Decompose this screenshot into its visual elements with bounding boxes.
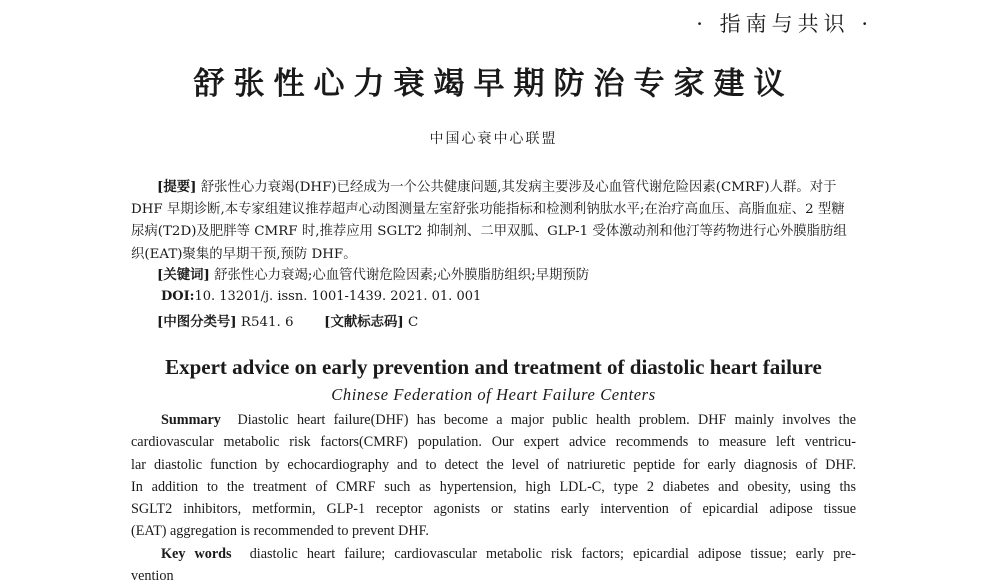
doi-label: DOI: xyxy=(161,289,195,304)
summary-line: (EAT) aggregation is recommended to prevent DHF. xyxy=(131,523,429,540)
keywords-cn xyxy=(157,264,589,283)
keywords-en xyxy=(131,543,856,565)
summary-en xyxy=(131,409,856,587)
keywords-label-cn: [关键词] xyxy=(157,267,210,283)
doc-code: C xyxy=(408,315,419,330)
keywords-text-en: diastolic heart failure; cardiovascular metabolic risk factors; epicardial adipose tissue; early pre- xyxy=(249,545,856,562)
summary-line: SGLT2 inhibitors, metformin, GLP-1 receptor agonists or statins early intervention of epicardial adipose tissue xyxy=(131,501,856,518)
doc-code-label-cn: [文献标志码] xyxy=(324,314,404,330)
author-org-cn: 中国心衰中心联盟 xyxy=(429,131,558,147)
summary-line: lar diastolic function by echocardiography and to detect the level of natriuretic peptide for early diagnosis of DHF. xyxy=(131,456,856,473)
abstract-cn xyxy=(131,176,857,266)
doi-value: 10. 13201/j. issn. 1001-1439. 2021. 01. 001 xyxy=(194,289,482,304)
classification-line xyxy=(157,311,418,330)
class-label-cn: [中图分类号] xyxy=(157,314,237,330)
summary-line: In addition to the treatment of CMRF such as hypertension, high LDL-C, type 2 diabetes and obesity, using ths xyxy=(131,478,856,495)
summary-label-en: Summary xyxy=(161,412,221,428)
doi-line xyxy=(161,289,481,304)
abstract-label-cn: [提要] xyxy=(157,179,197,195)
article-title-cn: 舒张性心力衰竭早期防治专家建议 xyxy=(193,66,794,102)
keywords-text-cn: 舒张性心力衰竭;心血管代谢危险因素;心外膜脂肪组织;早期预防 xyxy=(214,268,590,283)
section-tag: · 指南与共识 · xyxy=(696,12,873,36)
summary-line-text: Diastolic heart failure(DHF) has become a major public health problem. DHF mainly involves the xyxy=(237,412,856,428)
author-org-en: Chinese Federation of Heart Failure Centers xyxy=(331,385,656,404)
article-title-en: Expert advice on early prevention and treatment of diastolic heart failure xyxy=(165,355,822,379)
summary-line xyxy=(131,409,856,431)
keywords-label-en: Key words xyxy=(161,545,232,562)
summary-line: cardiovascular metabolic risk factors(CMRF) population. Our expert advice recommends to measure left ventricu- xyxy=(131,434,856,451)
class-code: R541. 6 xyxy=(240,315,294,330)
abstract-text-cn: 舒张性心力衰竭(DHF)已经成为一个公共健康问题,其发病主要涉及心血管代谢危险因素(CMRF)人群。对于 DHF 早期诊断,本专家组建议推荐超声心动图测量左室舒张功能指标和检测利钠肽水平;在治疗高血压、高脂血症、2 型糖尿病(T2D)及肥胖等 CMRF 时,推荐应用 SGLT2 抑制剂、二甲双胍、GLP-1 受体激动剂和他汀等药物进行心外膜脂肪组织(EAT)聚集的早期干预,预防 DHF。 xyxy=(131,180,847,262)
keywords-en-cont: vention xyxy=(131,568,174,585)
